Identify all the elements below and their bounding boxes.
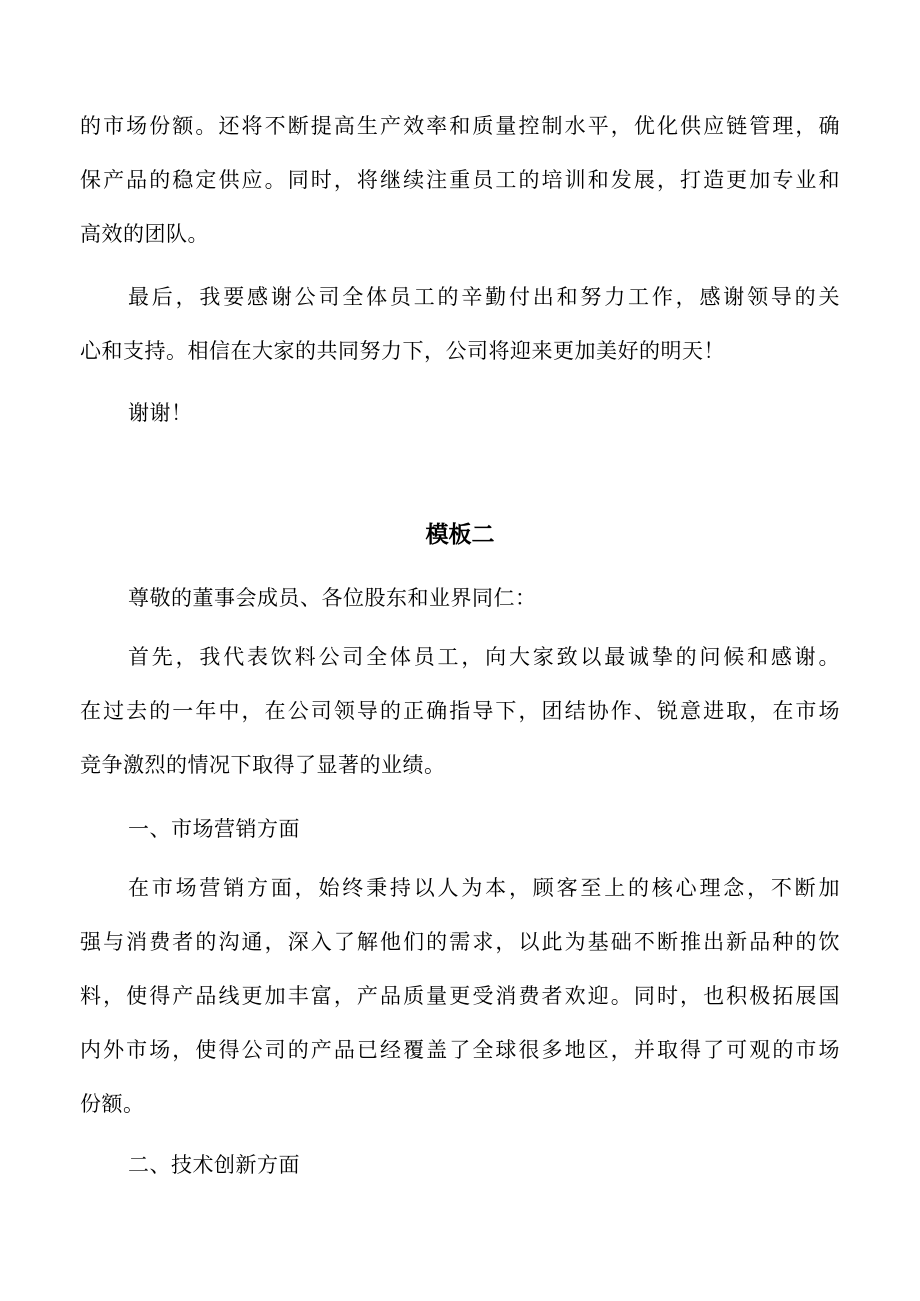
text-line: 高效的团队。 (80, 222, 209, 246)
paragraph-introduction (80, 643, 840, 780)
text-line: 在市场营销方面，始终秉持以人为本，顾客至上的核心理念，不断加 (128, 876, 840, 900)
section-title-technology (80, 1151, 840, 1180)
paragraph-thank-you (80, 399, 840, 428)
section-heading-template-two: 模板二 (425, 522, 495, 548)
text-line: 料，使得产品线更加丰富，产品质量更受消费者欢迎。同时，也积极拓展国 (80, 984, 840, 1008)
paragraph-greeting (80, 584, 840, 613)
text-line: 的市场份额。还将不断提高生产效率和质量控制水平，优化供应链管理，确 (80, 114, 840, 138)
text-line: 心和支持。相信在大家的共同努力下，公司将迎来更加美好的明天！ (80, 339, 725, 363)
text-line: 份额。 (80, 1092, 145, 1116)
paragraph-thanks (80, 283, 840, 366)
text-line: 竞争激烈的情况下取得了显著的业绩。 (80, 753, 446, 777)
text-line: 二、技术创新方面 (128, 1153, 300, 1177)
text-line: 在过去的一年中，在公司领导的正确指导下，团结协作、锐意进取，在市场 (80, 699, 840, 723)
text-line: 谢谢！ (128, 401, 193, 425)
text-line: 保产品的稳定供应。同时，将继续注重员工的培训和发展，打造更加专业和 (80, 168, 840, 192)
text-line: 最后，我要感谢公司全体员工的辛勤付出和努力工作，感谢领导的关 (128, 285, 840, 309)
text-line: 一、市场营销方面 (128, 817, 300, 841)
text-line: 尊敬的董事会成员、各位股东和业界同仁： (128, 586, 537, 610)
paragraph-marketing (80, 874, 840, 1119)
text-line: 强与消费者的沟通，深入了解他们的需求，以此为基础不断推出新品种的饮 (80, 930, 840, 954)
section-title-marketing (80, 815, 840, 844)
text-line: 首先，我代表饮料公司全体员工，向大家致以最诚挚的问候和感谢。 (128, 645, 840, 669)
text-line: 内外市场，使得公司的产品已经覆盖了全球很多地区，并取得了可观的市场 (80, 1038, 840, 1062)
paragraph-closing-plans (80, 112, 840, 249)
